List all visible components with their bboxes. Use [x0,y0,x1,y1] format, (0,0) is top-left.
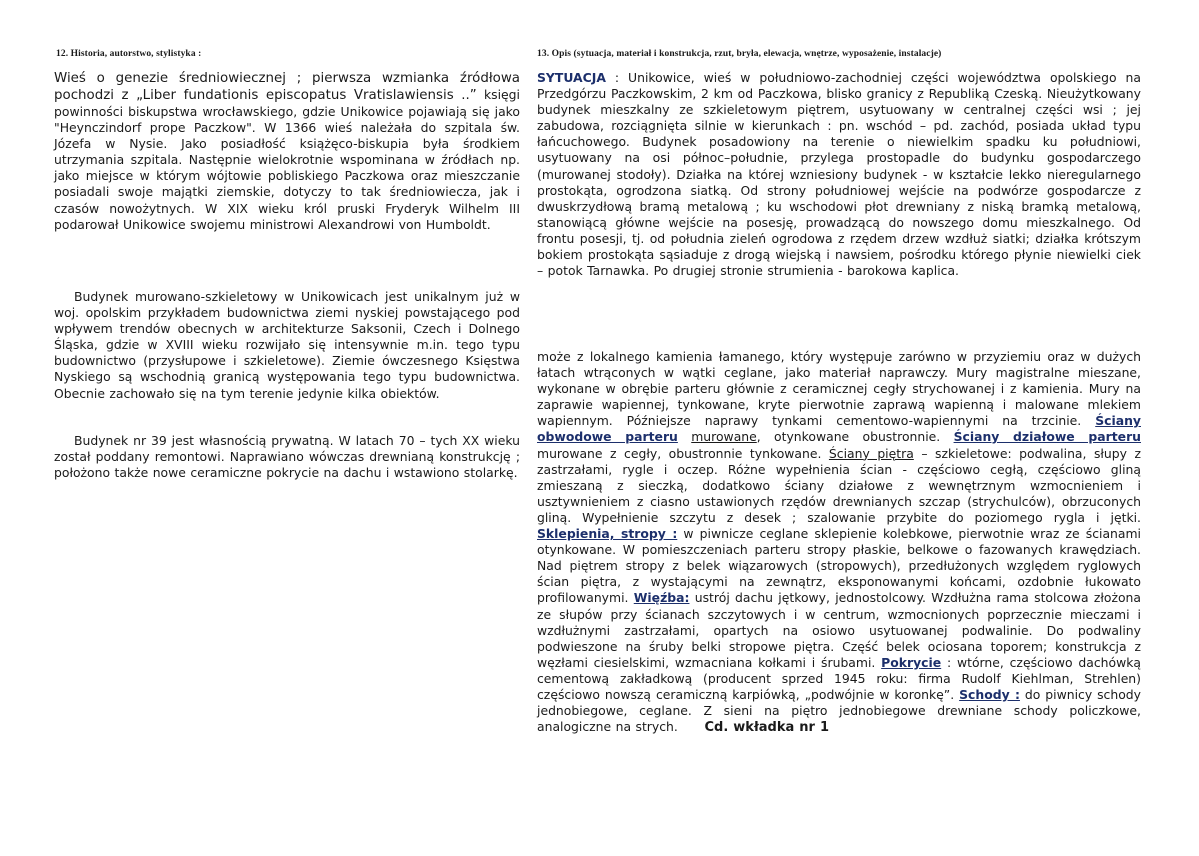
situation-label: SYTUACJA [537,70,606,85]
construction-text-c: murowane z cegły, obustronnie tynkowane. [537,445,829,461]
history-lead-sentence: Wieś o genezie średniowiecznej ; pierwsza wzmianka źródłowa pochodzi z „Liber fundationis episcopatus Vratislawiensis ..” [54,71,520,103]
history-paragraph-1-text: księgi powinności biskupstwa wrocławskiego, gdzie Unikowice pojawiają się jako "Heynczindorf prope Paczkow". W 1366 wieś należała do szpitala św. Józefa w Nysie. Jako posiadłość książęco-biskupia była środkiem utrzymania szpitala. Następnie wielokrotnie wspominana w źródłach np. jako miejsce w którym wójtowie pobliskiego Paczkowa oraz mieszczanie posiadali swoje majątki ziemskie, dotyczy to tak średniowiecza, jak i czasów nowożytnych. W XIX wieku król pruski Fryderyk Wilhelm III podarował Unikowice swojemu ministrowi Alexandrowi von Humboldt. [54,87,520,232]
upper-floor-walls-label: Ściany piętra [828,445,914,461]
roof-truss-label: Więźba: [633,590,690,606]
situation-text: : Unikowice, wieś w południowo-zachodniej części województwa opolskiego na Przedgórzu Paczkowskim, 2 km od Paczkowa, blisko granicy z Republiką Czeską. Nieużytkowany budynek mieszkalny ze szkieletowym piętrem, usytuowany w centralnej części wsi ; jej zabudowa, rozciągnięta silnie w kierunkach : pn. wschód – pd. zachód, posiada układ typu łańcuchowego. Budynek posadowiony na terenie o niewielkim spadku ku południowi, usytuowany na osi północ–południe, przylega prostopadle do budynku gospodarczego (murowanej stodoły). Działka na której wzniesiony budynek - w kształcie lekko nieregularnego prostokąta, ogrodzona siatką. Od strony południowej wejście na podwórze gospodarcze z dwuskrzydłową bramą metalową ; ku wschodowi płot drewniany z niską bramką metalową, stanowiącą główne wejście na posesję, prowadzącą do nowszego domu mieszkalnego. Od frontu posesji, tj. od południa zieleń ogrodowa z rzędem drzew wzdłuż siatki; działka krótszym bokiem prostokąta sąsiaduje z drogą wiejską i nawsiem, pośrodku którego płynie niewielki ciek – potok Tarnawka. Po drugiej stronie strumienia - barokowa kaplica. [537,70,1141,279]
situation-paragraph [537,70,1141,279]
history-paragraph-3: Budynek nr 39 jest własnością prywatną. W latach 70 – tych XX wieku został poddany remontowi. Naprawiano wówczas drewnianą konstrukcję ; położono także nowe ceramiczne pokrycie na dachu i wstawiono stolarkę. [54,433,520,481]
walls-separator [678,429,691,444]
construction-text-f: ustrój dachu jętkowy, jednostolcowy. Wzdłużna rama stolcowa złożona ze słupów przy ścianach szczytowych i w centrum, wzmocnionych poprzecznie mieczami i wzdłużnymi zastrzałami, opartych na osiowo usytuowanej podwalinie. Do podwaliny podwieszone na śruby belki stropowe piętra. Część belek ociosana toporem; konstrukcja z węzłami ciesielskimi, wzmacniana kołkami i śrubami. [537,590,1141,670]
history-paragraph-1 [54,70,520,233]
construction-paragraph [537,349,1141,736]
construction-text-g: : wtórne, częściowo dachówką cementową zakładkową (producent sprzed 1945 roku: firma Rudolf Kiehlman, Strehlen) częściowo nowszą ceramiczną karpiówką, „podwójnie w koronkę”. [537,654,1141,702]
construction-text-h: do piwnicy schody jednobiegowe, ceglane. Z sieni na piętro jednobiegowe drewniane schody policzkowe, analogiczne na strych. [537,686,1141,735]
history-paragraph-2: Budynek murowano-szkieletowy w Unikowicach jest unikalnym już w woj. opolskim przykładem budownictwa ziemi nyskiej powstającego pod wpływem trendów obecnych w architekturze Saksonii, Czech i Dolnego Śląska, gdzie w XVIII wieku rozwijało się intensywnie m.in. tego typu budownictwo (przysłupowe i szkieletowe). Ziemie ówczesnego Księstwa Nyskiego są wschodnią granicą występowania tego typu budownictwa. Obecnie zachowało się na tym terenie jedynie kilka obiektów. [54,289,520,401]
partition-walls-label: Ściany działowe parteru [953,429,1141,445]
continued-insert-note: Cd. wkładka nr 1 [704,720,830,736]
construction-text-b: , otynkowane obustronnie. [756,429,954,445]
vaults-ceilings-label: Sklepienia, stropy : [537,526,678,542]
roof-covering-label: Pokrycie [881,654,942,670]
construction-text-a: może z lokalnego kamienia łamanego, który występuje zarówno w przyziemiu oraz w dużych łatach wtrąconych w wątki ceglane, jako materiał naprawczy. Mury magistralne mieszane, wykonane w obrębie parteru głównie z ceramicznej cegły strychowanej i z kamienia. Mury na zaprawie wapiennej, tynkowane, kryte pierwotnie zaprawą wapienną i malowane mlekiem wapiennym. Późniejsze naprawy tynkami cementowo-wapiennymi na trzcinie. [537,349,1141,429]
section-12-heading: 12. Historia, autorstwo, stylistyka : [56,49,202,59]
walls-material: murowane [691,429,757,445]
construction-text-e: w piwnicze ceglane sklepienie kolebkowe, pierwotnie wraz ze ścianami otynkowane. W pomieszczeniach parteru stropy płaskie, belkowe o fazowanych krawędziach. Nad piętrem stropy z belek wiązarowych (stropowych), przedłużonych względem ryglowych ścian piętra, z wystającymi na zewnątrz, eksponowanymi końcami, ozdobnie łukowato profilowanymi. [537,526,1141,606]
construction-text-d: – szkieletowe: podwalina, słupy z zastrzałami, rygle i oczep. Różne wypełnienia ścian - częściowo cegłą, częściowo gliną zmieszaną z sieczką, dodatkowo ściany działowe z wewnętrznym wzmocnieniem i usztywnieniem z ciasno ustawionych rzędów drewnianych szczap (strychulców), obrzuconych gliną. Wypełnienie szczytu z desek ; szalowanie przybite do poziomego rygla i jętki. [537,445,1141,525]
stairs-label: Schody : [959,686,1020,702]
section-13-heading: 13. Opis (sytuacja, materiał i konstrukcja, rzut, bryła, elewacja, wnętrze, wyposażenie, instalacje) [537,49,942,59]
exterior-walls-label: Ściany obwodowe parteru [537,413,1141,445]
